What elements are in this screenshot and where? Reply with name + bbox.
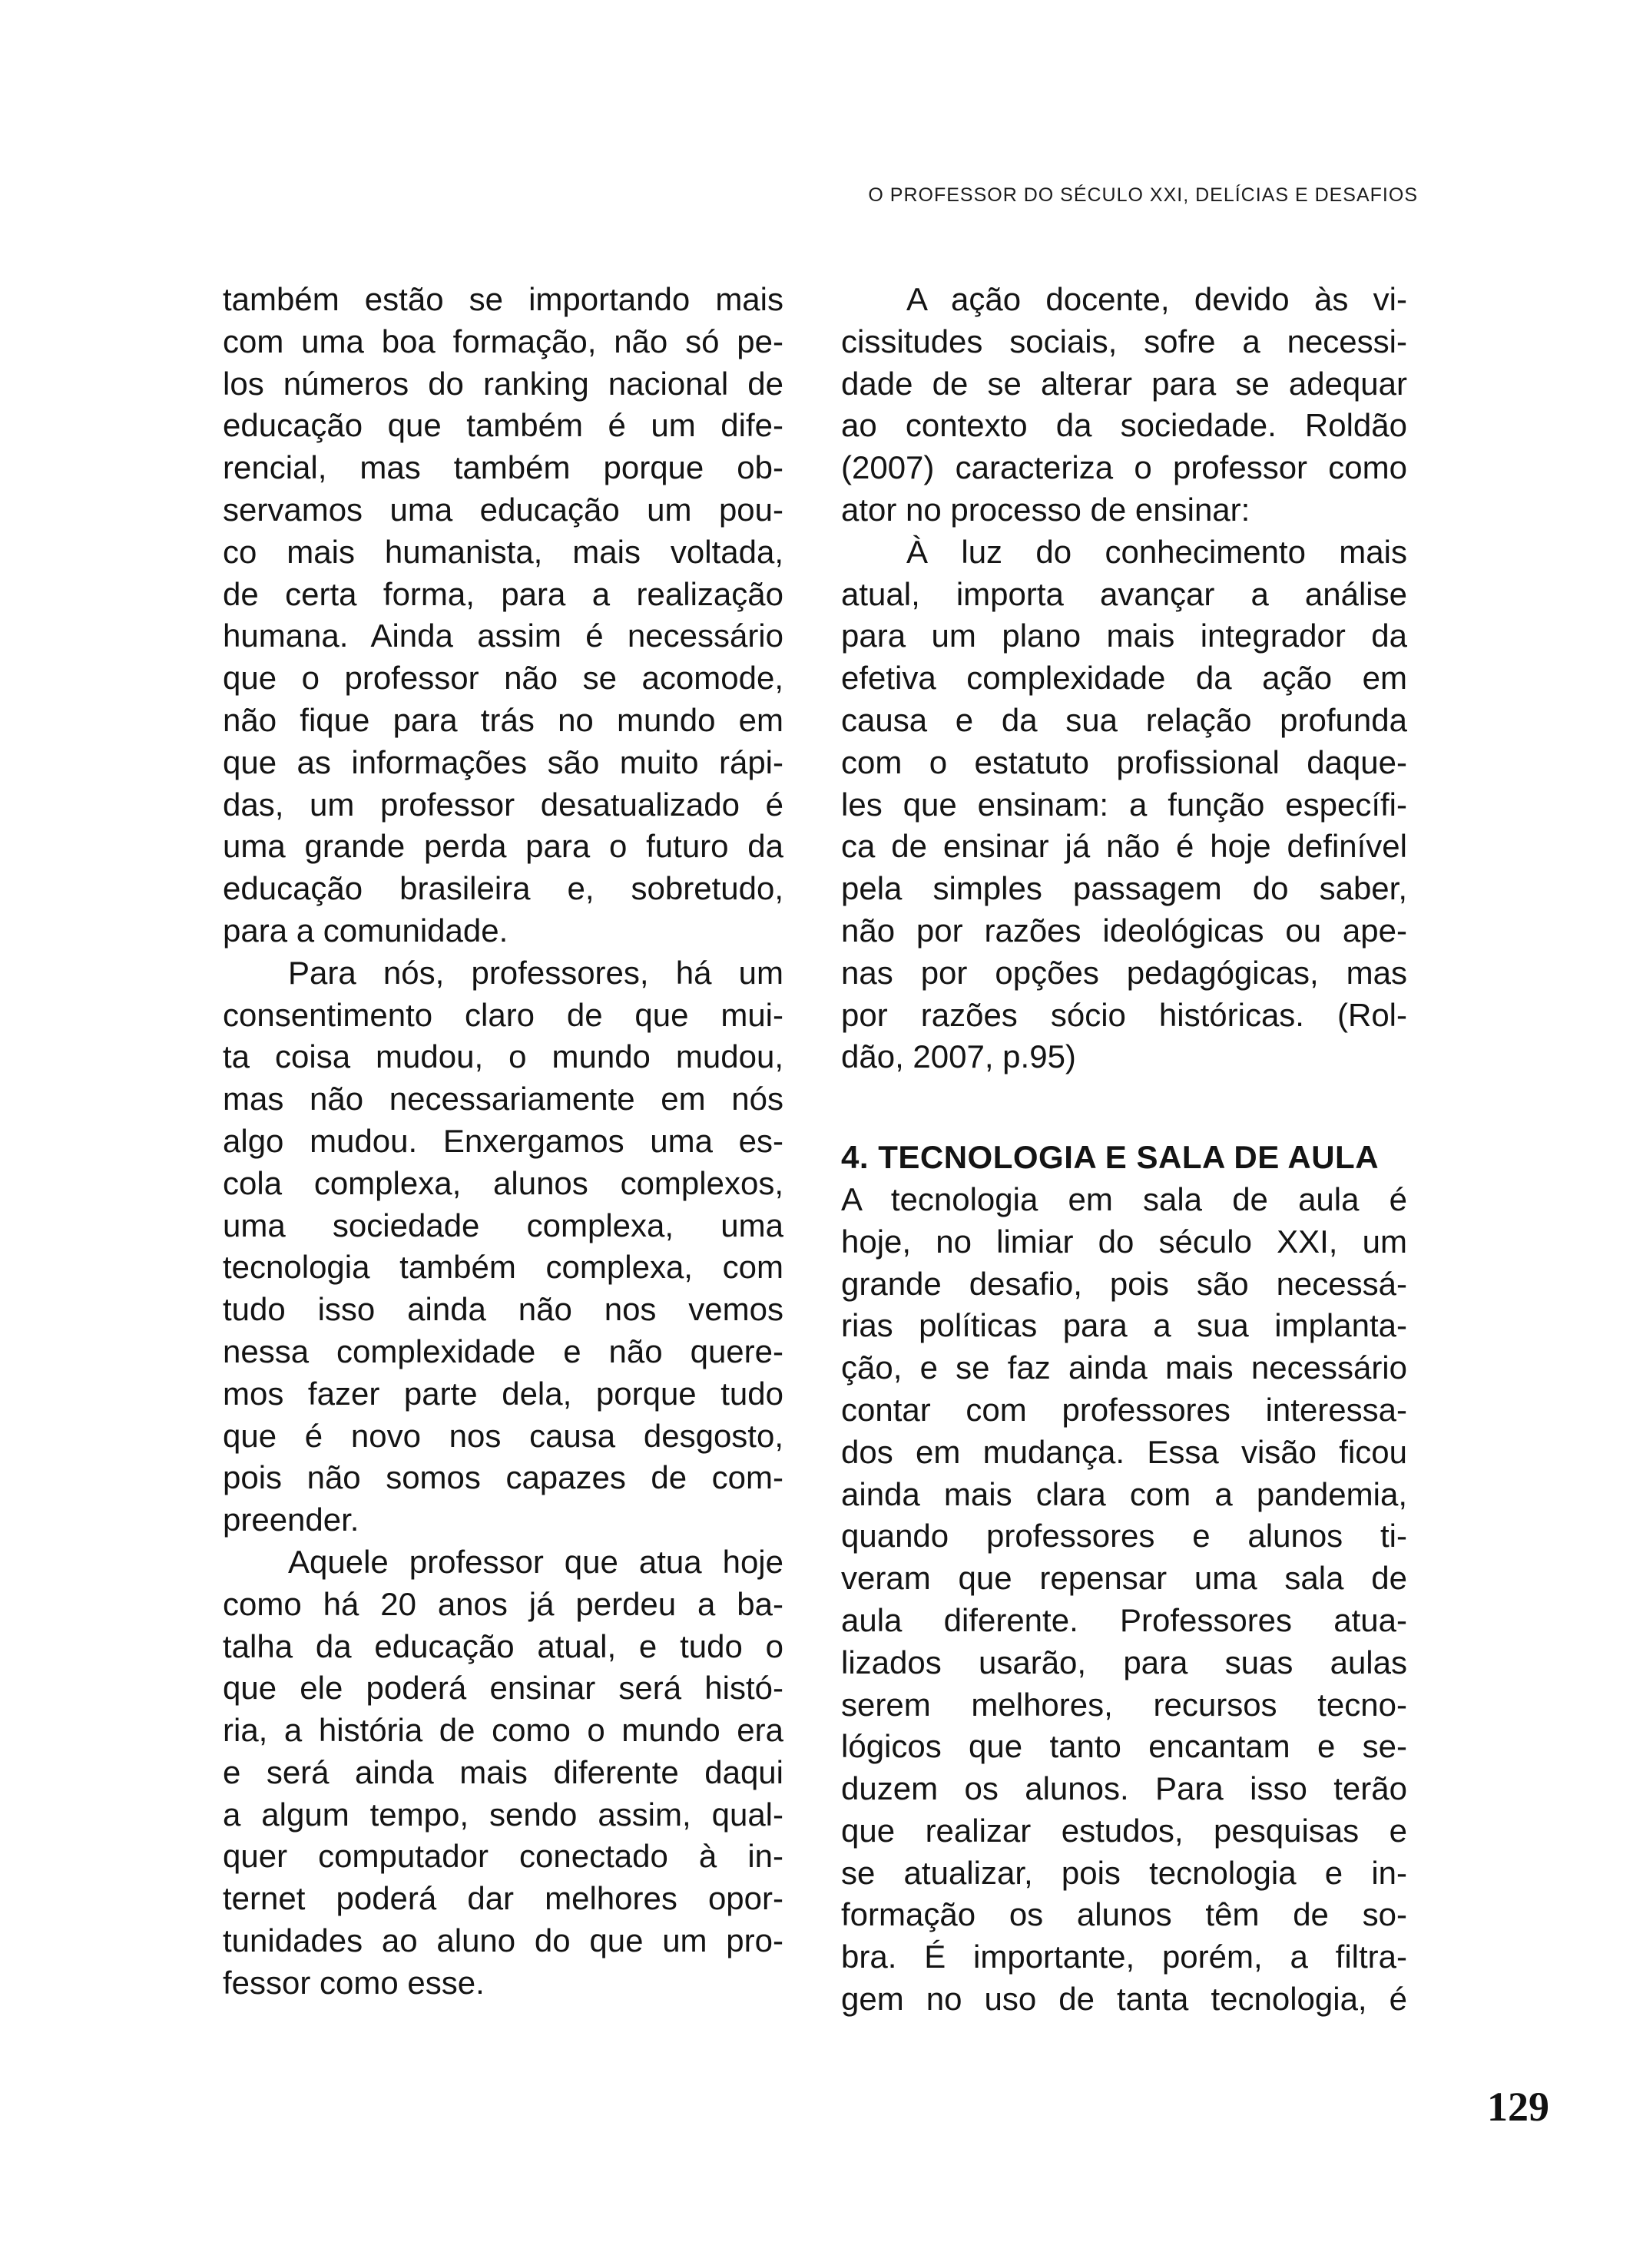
text-line: duzem os alunos. Para isso terão [841,1770,1407,1807]
text-line: educação brasileira e, sobretudo, [223,870,783,907]
text-line: mas não necessariamente em nós [223,1081,783,1117]
text-line: ção, e se faz ainda mais necessário [841,1349,1407,1386]
running-header: O PROFESSOR DO SÉCULO XXI, DELÍCIAS E DESAFIOS [868,184,1418,206]
text-line: dão, 2007, p.95) [841,1038,1076,1075]
right-column [841,279,1407,2021]
text-line: mos fazer parte dela, porque tudo [223,1375,783,1412]
text-line: por razões sócio históricas. (Rol- [841,996,1407,1033]
text-line: ria, a história de como o mundo era [223,1712,783,1749]
section-heading: 4. TECNOLOGIA E SALA DE AULA [841,1139,1380,1176]
text-line: atual, importa avançar a análise [841,575,1407,612]
text-line: rencial, mas também porque ob- [223,449,783,486]
text-line: quando professores e alunos ti- [841,1518,1407,1554]
text-line: como há 20 anos já perdeu a ba- [223,1585,783,1622]
text-line: humana. Ainda assim é necessário [223,617,783,654]
text-line: causa e da sua relação profunda [841,701,1407,738]
text-line: serem melhores, recursos tecno- [841,1686,1407,1723]
text-line: que realizar estudos, pesquisas e [841,1812,1407,1849]
text-line: grande desafio, pois são necessá- [841,1265,1407,1302]
text-line: também estão se importando mais [223,281,783,317]
text-line: tudo isso ainda não nos vemos [223,1291,783,1328]
text-line: cola complexa, alunos complexos, [223,1164,783,1201]
text-line: talha da educação atual, e tudo o [223,1627,783,1664]
text-line: rias políticas para a sua implanta- [841,1307,1407,1344]
text-line: (2007) caracteriza o professor como [841,449,1407,486]
text-line: nas por opções pedagógicas, mas [841,954,1407,991]
text-line: los números do ranking nacional de [223,365,783,402]
text-line: A ação docente, devido às vi- [906,281,1407,317]
text-line: aula diferente. Professores atua- [841,1601,1407,1638]
text-line: consentimento claro de que mui- [223,996,783,1033]
text-line: ainda mais clara com a pandemia, [841,1475,1407,1512]
text-line: com o estatuto profissional daque- [841,743,1407,780]
text-line: que é novo nos causa desgosto, [223,1417,783,1454]
text-line: pela simples passagem do saber, [841,870,1407,907]
text-line: fessor como esse. [223,1964,485,2001]
left-column [223,279,783,2005]
text-line: A tecnologia em sala de aula é [841,1180,1407,1217]
text-line: quer computador conectado à in- [223,1838,783,1875]
text-line: tecnologia também complexa, com [223,1249,783,1286]
text-line: efetiva complexidade da ação em [841,660,1407,697]
text-line: contar com professores interessa- [841,1391,1407,1428]
text-line: de certa forma, para a realização [223,575,783,612]
text-line: cissitudes sociais, sofre a necessi- [841,323,1407,359]
text-line: das, um professor desatualizado é [223,786,783,823]
text-line: e será ainda mais diferente daqui [223,1753,783,1790]
page-number: 129 [1487,2084,1549,2130]
text-line: com uma boa formação, não só pe- [223,323,783,359]
text-line: nessa complexidade e não quere- [223,1333,783,1369]
text-line: lógicos que tanto encantam e se- [841,1728,1407,1765]
text-line: não fique para trás no mundo em [223,701,783,738]
text-line: gem no uso de tanta tecnologia, é [841,1981,1407,2018]
text-line: a algum tempo, sendo assim, qual- [223,1796,783,1833]
text-line: hoje, no limiar do século XXI, um [841,1223,1407,1260]
text-line: que as informações são muito rápi- [223,743,783,780]
text-line: À luz do conhecimento mais [906,533,1407,570]
text-line: para um plano mais integrador da [841,617,1407,654]
text-line: algo mudou. Enxergamos uma es- [223,1122,783,1159]
text-line: não por razões ideológicas ou ape- [841,912,1407,949]
text-line: uma sociedade complexa, uma [223,1207,783,1243]
text-line: ao contexto da sociedade. Roldão [841,407,1407,444]
text-line: co mais humanista, mais voltada, [223,533,783,570]
text-line: veram que repensar uma sala de [841,1560,1407,1597]
text-line: les que ensinam: a função específi- [841,786,1407,823]
text-line: ator no processo de ensinar: [841,491,1250,528]
text-line: pois não somos capazes de com- [223,1459,783,1496]
text-line: bra. É importante, porém, a filtra- [841,1939,1407,1975]
text-line: servamos uma educação um pou- [223,491,783,528]
text-line: ta coisa mudou, o mundo mudou, [223,1038,783,1075]
text-line: lizados usarão, para suas aulas [841,1644,1407,1680]
text-line: para a comunidade. [223,912,508,949]
text-line: tunidades ao aluno do que um pro- [223,1922,783,1959]
text-line: formação os alunos têm de so- [841,1896,1407,1933]
text-line: dade de se alterar para se adequar [841,365,1407,402]
text-line: que o professor não se acomode, [223,660,783,697]
text-line: que ele poderá ensinar será histó- [223,1670,783,1707]
text-line: ternet poderá dar melhores opor- [223,1880,783,1917]
text-line: ca de ensinar já não é hoje definível [841,828,1407,865]
text-line: dos em mudança. Essa visão ficou [841,1433,1407,1470]
text-line: se atualizar, pois tecnologia e in- [841,1854,1407,1891]
text-line: uma grande perda para o futuro da [223,828,783,865]
text-line: Para nós, professores, há um [288,954,783,991]
text-line: preender. [223,1502,359,1538]
text-line: Aquele professor que atua hoje [288,1543,783,1580]
text-line: educação que também é um dife- [223,407,783,444]
